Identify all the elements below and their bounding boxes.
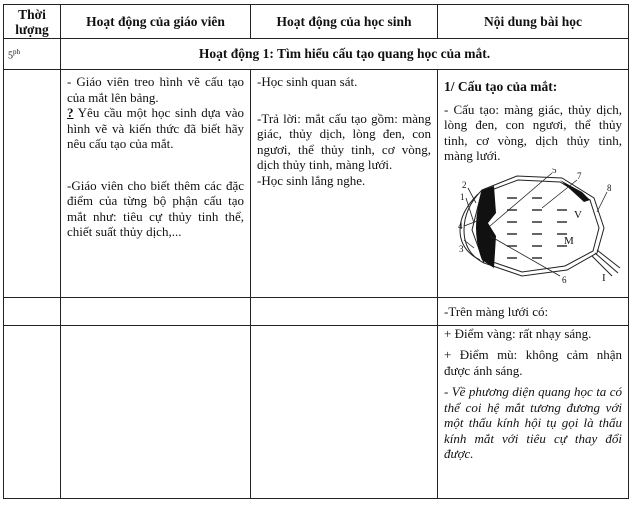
student-cell [251, 70, 438, 326]
lesson-table-part2 [3, 297, 629, 499]
content-heading: 1/ Cấu tạo của mắt: [444, 79, 558, 94]
content-row [4, 70, 629, 326]
activity-title: Hoạt động 1: Tìm hiểu cấu tạo quang học của mắt. [61, 39, 629, 70]
eye-diagram-icon [452, 168, 622, 283]
teacher-text-2: Yêu cầu một học sinh dựa vào hình vẽ và kiến thức đã biết hãy nêu cấu tạo của mắt. [67, 105, 244, 151]
optics-note: - Về phương diện quang học ta có thể coi hệ mắt tương đương với một thấu kính hội tụ gọi là thấu kính mắt với tiêu cự thay đổi được. [444, 384, 622, 461]
header-student: Hoạt động của học sinh [251, 5, 438, 39]
time-cell [4, 70, 61, 326]
svg-text:5: 5 [552, 167, 557, 175]
blind-spot: + Điểm mù: không cảm nhận được ánh sáng. [444, 347, 622, 378]
content-row-2 [4, 298, 629, 499]
time-cell-2 [4, 298, 61, 499]
activity-row [4, 39, 629, 70]
question-mark: ? [67, 105, 74, 120]
teacher-question [67, 105, 244, 152]
header-teacher: Hoạt động của giáo viên [61, 5, 251, 39]
svg-text:6: 6 [562, 274, 567, 283]
time-unit: ph [13, 47, 20, 56]
student-cell-2 [251, 298, 438, 499]
header-time: Thời lượng [4, 5, 61, 39]
svg-text:1: 1 [460, 191, 465, 202]
content-cell [438, 70, 629, 326]
svg-text:4: 4 [458, 220, 463, 231]
header-row [4, 5, 629, 39]
activity-time [4, 39, 61, 70]
svg-text:7: 7 [577, 170, 582, 181]
retina-intro: -Trên màng lưới có: [444, 304, 549, 319]
svg-text:2: 2 [462, 179, 467, 190]
student-text-3: -Học sinh lắng nghe. [257, 172, 366, 188]
yellow-spot: + Điểm vàng: rất nhạy sáng. [444, 325, 592, 341]
teacher-text-1: - Giáo viên treo hình vẽ cấu tạo của mắt lên bảng. [67, 74, 244, 105]
lesson-table-part1 [3, 4, 629, 326]
header-content: Nội dung bài học [438, 5, 629, 39]
teacher-text-3: -Giáo viên cho biết thêm các đặc điểm của từng bộ phận cấu tạo mắt như: tiêu cự thủy tinh thể, chiết suất thủy dịch,... [67, 177, 244, 239]
student-text-2: -Trả lời: mắt cấu tạo gồm: màng giác, thủy dịch, lòng đen, con ngươi, thể thủy tinh, cơ vòng, dịch thủy tinh, màng lưới. [257, 110, 431, 172]
svg-text:M: M [564, 234, 574, 247]
content-text-1: - Cấu tạo: màng giác, thủy dịch, lòng đen, con ngươi, thể thủy tinh, cơ vòng, dịch thủy tinh, màng lưới. [444, 101, 622, 163]
svg-text:3: 3 [459, 243, 464, 254]
content-cell-2 [438, 298, 629, 499]
student-text-1: -Học sinh quan sát. [257, 74, 358, 89]
svg-text:V: V [574, 208, 582, 221]
svg-text:8: 8 [607, 182, 612, 193]
time-value: 5 [8, 49, 13, 61]
teacher-cell [61, 70, 251, 326]
teacher-cell-2 [61, 298, 251, 499]
svg-text:I: I [602, 271, 606, 283]
